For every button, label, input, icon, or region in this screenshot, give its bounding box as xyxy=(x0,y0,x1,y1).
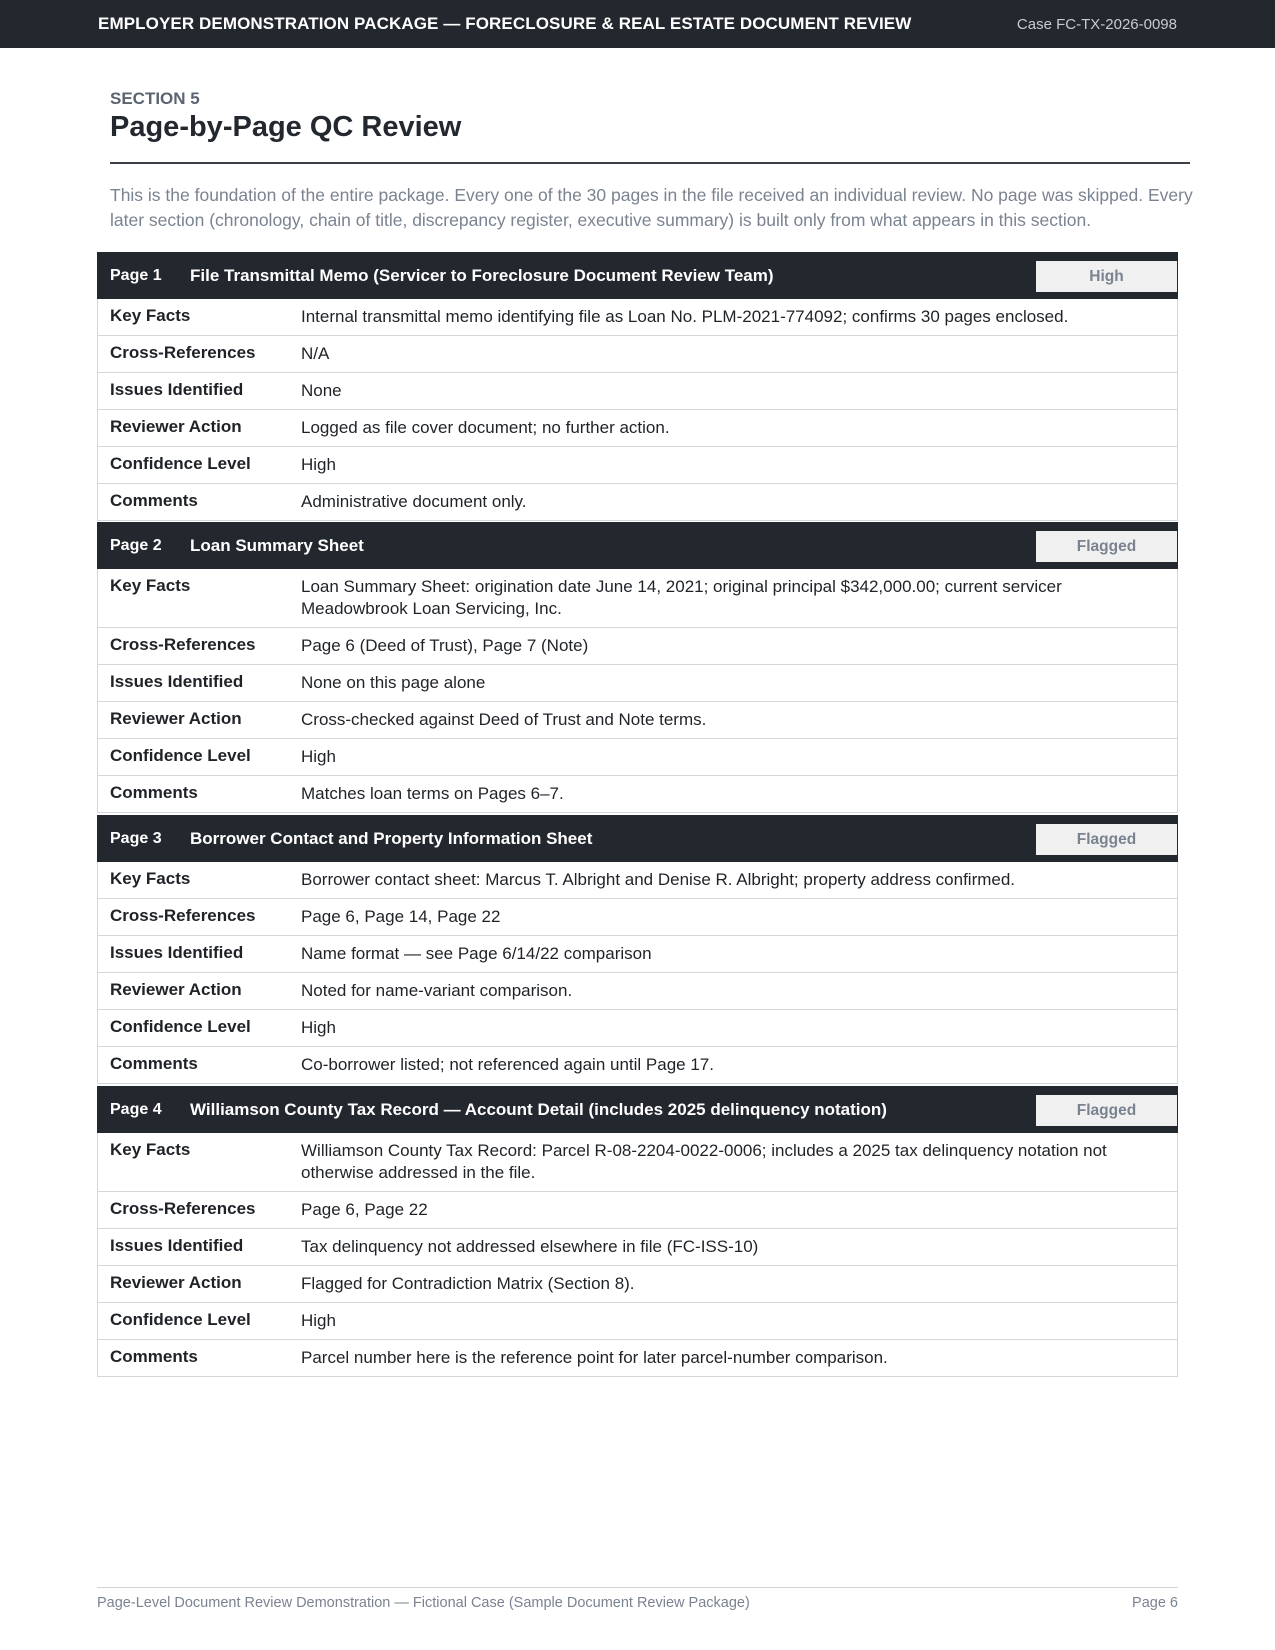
page-review-header xyxy=(97,522,1178,569)
document-title: Loan Summary Sheet xyxy=(190,535,364,555)
table-row xyxy=(98,627,1177,664)
table-row xyxy=(98,409,1177,446)
table-row xyxy=(98,446,1177,483)
page-number: Page 4 xyxy=(110,1100,162,1118)
row-value: Page 6, Page 14, Page 22 xyxy=(301,907,501,926)
table-row xyxy=(98,1009,1177,1046)
review-rows xyxy=(97,569,1178,813)
row-label: Cross-References xyxy=(110,1199,256,1218)
row-label: Key Facts xyxy=(110,306,191,325)
case-id: Case FC-TX-2026-0098 xyxy=(1016,15,1177,33)
row-value: High xyxy=(301,1311,336,1330)
row-label: Issues Identified xyxy=(110,380,244,399)
section-intro: This is the foundation of the entire package. Every one of the 30 pages in the file received an individual review. No page was skipped. Every later section (chronology, chain of title, discrepancy register, executive summary) is built only from what appears in this section. xyxy=(110,185,1193,230)
page-review-block-2 xyxy=(97,522,1178,813)
row-value: Parcel number here is the reference point for later parcel-number comparison. xyxy=(301,1348,888,1367)
row-label: Comments xyxy=(110,1347,198,1366)
row-label: Reviewer Action xyxy=(110,980,242,999)
row-value: High xyxy=(301,455,336,474)
table-row xyxy=(98,935,1177,972)
row-value: None xyxy=(301,381,342,400)
row-value: N/A xyxy=(301,344,330,363)
table-row xyxy=(98,1228,1177,1265)
row-value: Williamson County Tax Record: Parcel R-08-2204-0022-0006; includes a 2025 tax delinquency notation not otherwise addressed in the file. xyxy=(301,1141,1107,1182)
row-value: Borrower contact sheet: Marcus T. Albright and Denise R. Albright; property address confirmed. xyxy=(301,870,1016,889)
row-value: Loan Summary Sheet: origination date June 14, 2021; original principal $342,000.00; current servicer Meadowbrook Loan Servicing, Inc. xyxy=(301,577,1062,618)
table-row xyxy=(98,775,1177,812)
table-row xyxy=(98,1046,1177,1083)
row-value: Administrative document only. xyxy=(301,492,527,511)
row-value: Co-borrower listed; not referenced again until Page 17. xyxy=(301,1055,714,1074)
status-badge: Flagged xyxy=(1036,531,1177,562)
package-title: EMPLOYER DEMONSTRATION PACKAGE — FORECLOSURE & REAL ESTATE DOCUMENT REVIEW xyxy=(98,14,912,33)
row-value: Matches loan terms on Pages 6–7. xyxy=(301,784,564,803)
page-review-block-4 xyxy=(97,1086,1178,1377)
row-label: Issues Identified xyxy=(110,672,244,691)
section-label: SECTION 5 xyxy=(110,89,200,108)
footer-text: Page-Level Document Review Demonstration — Fictional Case (Sample Document Review Package) xyxy=(97,1595,750,1611)
row-label: Cross-References xyxy=(110,343,256,362)
row-value: Page 6, Page 22 xyxy=(301,1200,428,1219)
table-row xyxy=(98,335,1177,372)
table-row xyxy=(98,1265,1177,1302)
table-row xyxy=(98,898,1177,935)
row-label: Reviewer Action xyxy=(110,1273,242,1292)
row-label: Comments xyxy=(110,783,198,802)
row-label: Key Facts xyxy=(110,869,191,888)
row-value: Cross-checked against Deed of Trust and Note terms. xyxy=(301,710,707,729)
row-label: Key Facts xyxy=(110,576,191,595)
row-label: Confidence Level xyxy=(110,454,251,473)
row-value: Internal transmittal memo identifying file as Loan No. PLM-2021-774092; confirms 30 pages enclosed. xyxy=(301,307,1069,326)
page-number: Page 2 xyxy=(110,536,162,554)
table-row xyxy=(98,299,1177,335)
table-row xyxy=(98,372,1177,409)
review-rows xyxy=(97,1133,1178,1377)
row-label: Key Facts xyxy=(110,1140,191,1159)
row-label: Comments xyxy=(110,1054,198,1073)
page-review-header xyxy=(97,815,1178,862)
page-review-header xyxy=(97,252,1178,299)
row-value: High xyxy=(301,747,336,766)
status-badge: Flagged xyxy=(1036,1095,1177,1126)
footer-divider xyxy=(97,1587,1178,1588)
row-value: Flagged for Contradiction Matrix (Section 8). xyxy=(301,1274,635,1293)
document-title: File Transmittal Memo (Servicer to Foreclosure Document Review Team) xyxy=(190,265,774,285)
row-label: Confidence Level xyxy=(110,1310,251,1329)
table-row xyxy=(98,738,1177,775)
row-label: Reviewer Action xyxy=(110,709,242,728)
row-value: Logged as file cover document; no further action. xyxy=(301,418,670,437)
row-label: Issues Identified xyxy=(110,1236,244,1255)
table-row xyxy=(98,1133,1177,1191)
document-title: Borrower Contact and Property Information Sheet xyxy=(190,828,593,848)
row-value: None on this page alone xyxy=(301,673,486,692)
table-row xyxy=(98,1191,1177,1228)
review-rows xyxy=(97,299,1178,521)
row-label: Comments xyxy=(110,491,198,510)
table-row xyxy=(98,1302,1177,1339)
row-value: High xyxy=(301,1018,336,1037)
footer-page-number: Page 6 xyxy=(1132,1595,1178,1611)
title-divider xyxy=(110,162,1190,164)
page-review-block-3 xyxy=(97,815,1178,1084)
page-number: Page 3 xyxy=(110,829,162,847)
row-label: Issues Identified xyxy=(110,943,244,962)
table-row xyxy=(98,862,1177,898)
status-badge: High xyxy=(1036,261,1177,292)
page-review-header xyxy=(97,1086,1178,1133)
row-label: Cross-References xyxy=(110,906,256,925)
row-value: Name format — see Page 6/14/22 comparison xyxy=(301,944,652,963)
table-row xyxy=(98,972,1177,1009)
row-value: Tax delinquency not addressed elsewhere in file (FC-ISS-10) xyxy=(301,1237,759,1256)
page-review-block-1 xyxy=(97,252,1178,521)
document-header-bar xyxy=(0,0,1275,48)
review-rows xyxy=(97,862,1178,1084)
status-badge: Flagged xyxy=(1036,824,1177,855)
table-row xyxy=(98,1339,1177,1376)
row-value: Page 6 (Deed of Trust), Page 7 (Note) xyxy=(301,636,589,655)
row-label: Confidence Level xyxy=(110,746,251,765)
row-value: Noted for name-variant comparison. xyxy=(301,981,573,1000)
table-row xyxy=(98,701,1177,738)
document-title: Williamson County Tax Record — Account Detail (includes 2025 delinquency notation) xyxy=(190,1099,887,1119)
table-row xyxy=(98,664,1177,701)
table-row xyxy=(98,569,1177,627)
row-label: Confidence Level xyxy=(110,1017,251,1036)
section-title: Page-by-Page QC Review xyxy=(110,111,462,143)
table-row xyxy=(98,483,1177,520)
row-label: Cross-References xyxy=(110,635,256,654)
page-number: Page 1 xyxy=(110,266,162,284)
row-label: Reviewer Action xyxy=(110,417,242,436)
